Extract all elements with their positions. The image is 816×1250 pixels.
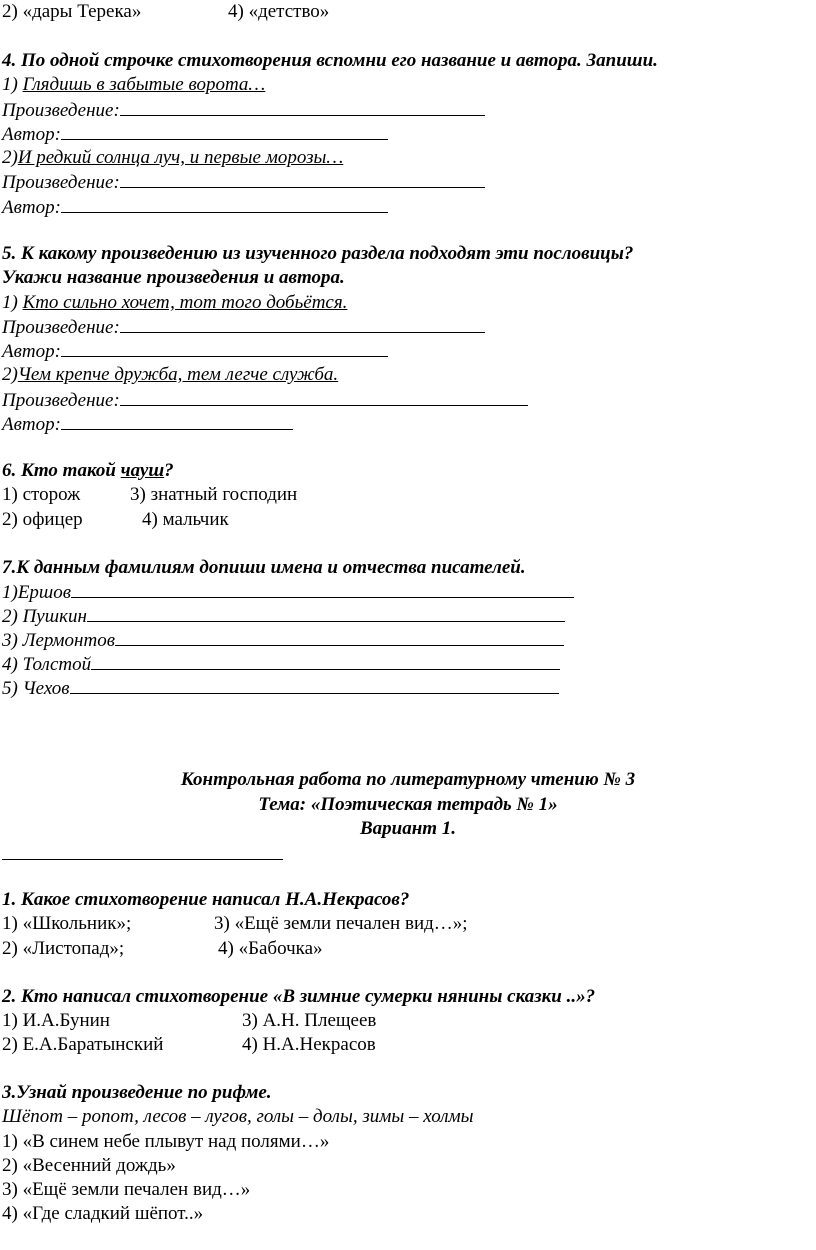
- n2-option-2: 2) Е.А.Баратынский: [2, 1034, 164, 1055]
- q7-item-label: 4) Толстой: [2, 654, 92, 675]
- answer-blank[interactable]: [120, 389, 528, 406]
- q4-line-2: [2, 147, 343, 169]
- q4-line-1-text: Глядишь в забытые ворота…: [22, 74, 266, 95]
- n3-option: 4) «Где сладкий шёпот..»: [2, 1203, 204, 1224]
- n2-option-3: 3) А.Н. Плещеев: [242, 1010, 377, 1031]
- work-label: Произведение:: [2, 317, 120, 338]
- author-label: Автор:: [2, 124, 61, 145]
- answer-blank[interactable]: [120, 171, 485, 188]
- n1-title: 1. Какое стихотворение написал Н.А.Некрасов?: [2, 889, 410, 910]
- q7-item-label: 2) Пушкин: [2, 606, 87, 627]
- test-topic: Тема: «Поэтическая тетрадь № 1»: [258, 794, 558, 815]
- n1-option-2: 2) «Листопад»;: [2, 938, 125, 959]
- q6-option-4: 4) мальчик: [142, 509, 229, 530]
- q4-author-2: [2, 196, 388, 219]
- q7-item: [2, 629, 564, 652]
- q3-option-4: 4) «детство»: [228, 1, 330, 22]
- q7-title: 7.К данным фамилиям допиши имена и отчества писателей.: [2, 557, 526, 578]
- q4-line-2-text: И редкий солнца луч, и первые морозы…: [17, 147, 344, 168]
- q6-title-pre: 6. Кто такой: [2, 460, 121, 481]
- q5-author-1: [2, 340, 388, 363]
- n1-option-1: 1) «Школьник»;: [2, 913, 132, 934]
- q4-line-1-number: 1): [2, 74, 23, 95]
- q4-title: 4. По одной строчке стихотворения вспомни его название и автора. Запиши.: [2, 50, 658, 71]
- answer-blank[interactable]: [61, 123, 388, 140]
- q5-line-2: [2, 364, 338, 386]
- n2-option-1: 1) И.А.Бунин: [2, 1010, 110, 1031]
- answer-blank[interactable]: [120, 99, 485, 116]
- answer-blank[interactable]: [91, 653, 560, 670]
- q4-line-1: [2, 74, 265, 96]
- work-label: Произведение:: [2, 390, 120, 411]
- q7-item: [2, 581, 574, 604]
- q5-line-1: [2, 292, 347, 314]
- q5-work-1: [2, 316, 485, 339]
- q5-line-2-text: Чем крепче дружба, тем легче служба.: [17, 364, 339, 385]
- work-label: Произведение:: [2, 100, 120, 121]
- q3-option-2: 2) «дары Терека»: [2, 1, 142, 22]
- n2-option-4: 4) Н.А.Некрасов: [242, 1034, 376, 1055]
- answer-blank[interactable]: [115, 629, 564, 646]
- q7-item: [2, 605, 565, 628]
- author-label: Автор:: [2, 414, 61, 435]
- test-variant: Вариант 1.: [359, 818, 457, 839]
- q7-item: [2, 653, 560, 676]
- n2-title: 2. Кто написал стихотворение «В зимние сумерки нянины сказки ..»?: [2, 986, 596, 1007]
- q5-work-2: [2, 389, 528, 412]
- n3-option: 2) «Весенний дождь»: [2, 1155, 176, 1176]
- q6-title-post: ?: [164, 460, 174, 481]
- q6-option-1: 1) сторож: [2, 484, 81, 505]
- answer-blank[interactable]: [61, 340, 388, 357]
- q6-option-2: 2) офицер: [2, 509, 83, 530]
- n3-rhyme: Шёпот – ропот, лесов – лугов, голы – долы, зимы – холмы: [2, 1106, 474, 1127]
- q4-work-1: [2, 99, 485, 122]
- q5-title-2: Укажи название произведения и автора.: [2, 267, 345, 288]
- q6-title: [2, 460, 174, 482]
- q7-item: [2, 677, 559, 700]
- q5-line-2-number: 2): [2, 364, 18, 385]
- name-blank-line[interactable]: [2, 859, 283, 860]
- answer-blank[interactable]: [87, 605, 565, 622]
- author-label: Автор:: [2, 197, 61, 218]
- q7-item-label: 5) Чехов: [2, 678, 70, 699]
- n3-option: 3) «Ещё земли печален вид…»: [2, 1179, 251, 1200]
- q5-line-1-number: 1): [2, 292, 23, 313]
- q5-line-1-text: Кто сильно хочет, тот того добьётся.: [22, 292, 348, 313]
- q6-title-word: чауш: [120, 460, 165, 481]
- answer-blank[interactable]: [61, 413, 293, 430]
- n3-option: 1) «В синем небе плывут над полями…»: [2, 1131, 330, 1152]
- author-label: Автор:: [2, 341, 61, 362]
- n1-option-3: 3) «Ещё земли печален вид…»;: [214, 913, 468, 934]
- answer-blank[interactable]: [61, 196, 388, 213]
- q5-title-1: 5. К какому произведению из изученного раздела подходят эти пословицы?: [2, 243, 634, 264]
- q6-option-3: 3) знатный господин: [130, 484, 298, 505]
- q7-item-label: 3) Лермонтов: [2, 630, 115, 651]
- answer-blank[interactable]: [71, 581, 574, 598]
- work-label: Произведение:: [2, 172, 120, 193]
- q7-item-label: 1)Ершов: [2, 582, 72, 603]
- q4-work-2: [2, 171, 485, 194]
- test-title: Контрольная работа по литературному чтению № 3: [180, 769, 636, 790]
- n3-title: 3.Узнай произведение по рифме.: [2, 1082, 272, 1103]
- answer-blank[interactable]: [120, 316, 485, 333]
- q4-line-2-number: 2): [2, 147, 18, 168]
- n1-option-4: 4) «Бабочка»: [218, 938, 323, 959]
- answer-blank[interactable]: [70, 677, 559, 694]
- q5-author-2: [2, 413, 293, 436]
- q4-author-1: [2, 123, 388, 146]
